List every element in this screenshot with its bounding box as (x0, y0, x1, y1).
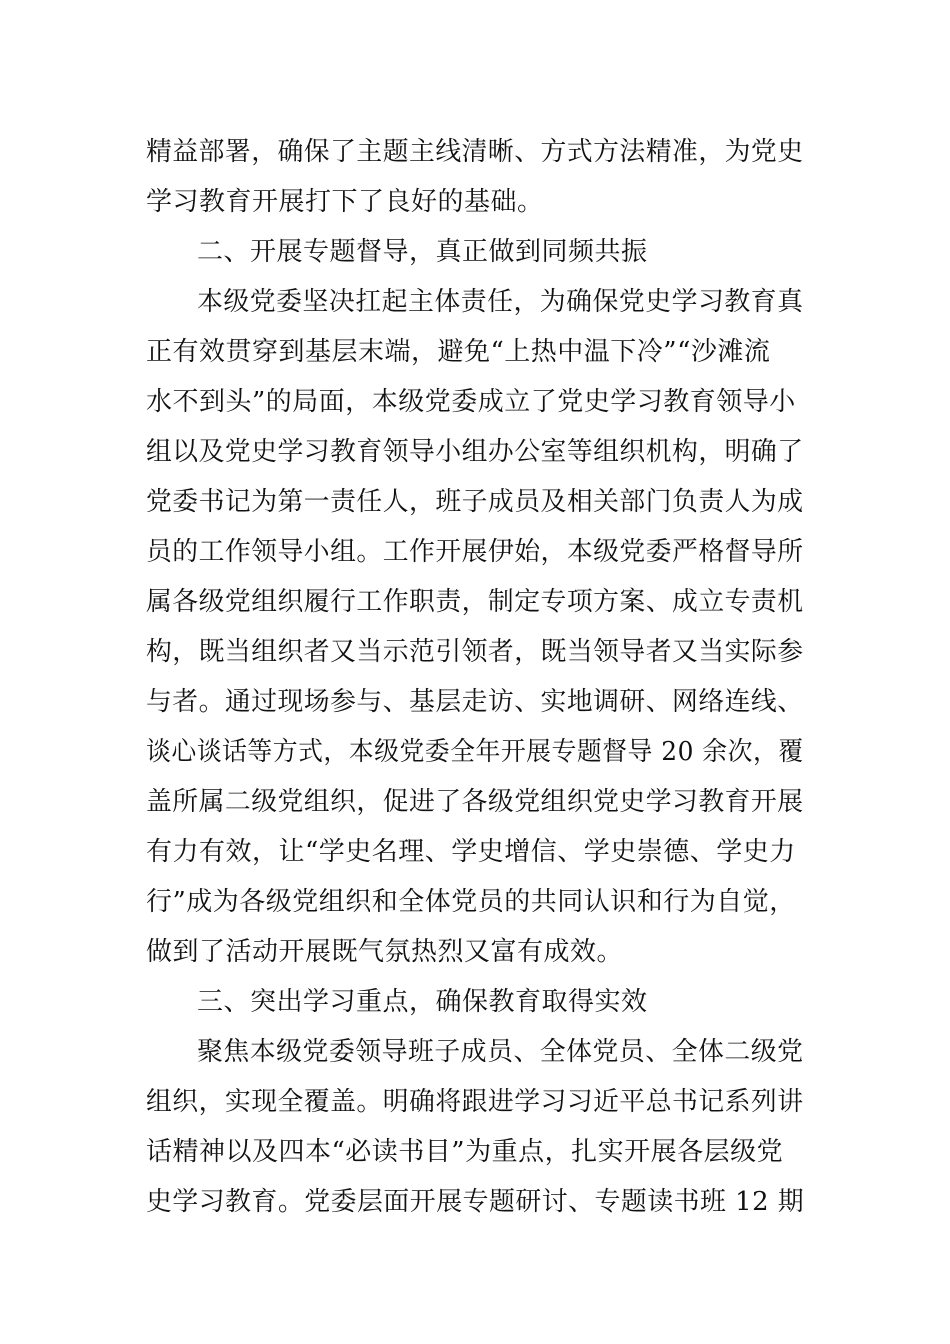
body-line: 盖所属二级党组织，促进了各级党组织党史学习教育开展 (146, 787, 804, 817)
body-line: 有力有效，让“学史名理、学史增信、学史崇德、学史力 (146, 837, 796, 867)
body-line: 正有效贯穿到基层末端，避免“上热中温下冷”“沙滩流 (146, 337, 771, 367)
body-line: 党委书记为第一责任人，班子成员及相关部门负责人为成 (146, 487, 804, 517)
body-line: 组以及党史学习教育领导小组办公室等组织机构，明确了 (146, 437, 804, 467)
body-line: 史学习教育。党委层面开展专题研讨、专题读书班 12 期 (146, 1187, 805, 1217)
body-line: 话精神以及四本“必读书目”为重点，扎实开展各层级党 (146, 1137, 784, 1167)
body-line: 聚焦本级党委领导班子成员、全体党员、全体二级党 (197, 1037, 804, 1067)
section-heading: 二、开展专题督导，真正做到同频共振 (197, 237, 648, 267)
body-line: 与者。通过现场参与、基层走访、实地调研、网络连线、 (146, 687, 804, 717)
section-heading: 三、突出学习重点，确保教育取得实效 (197, 987, 648, 1017)
body-line: 构，既当组织者又当示范引领者，既当领导者又当实际参 (146, 637, 804, 667)
body-line: 行”成为各级党组织和全体党员的共同认识和行为自觉， (146, 887, 796, 917)
body-line: 谈心谈话等方式，本级党委全年开展专题督导 20 余次，覆 (146, 737, 804, 767)
body-line: 员的工作领导小组。工作开展伊始，本级党委严格督导所 (146, 537, 804, 567)
body-line: 做到了活动开展既气氛热烈又富有成效。 (146, 937, 624, 967)
body-line: 组织，实现全覆盖。明确将跟进学习习近平总书记系列讲 (146, 1087, 804, 1117)
body-line: 本级党委坚决扛起主体责任，为确保党史学习教育真 (197, 287, 804, 317)
body-line: 属各级党组织履行工作职责，制定专项方案、成立专责机 (146, 587, 804, 617)
body-line: 学习教育开展打下了良好的基础。 (146, 187, 544, 217)
body-line: 精益部署，确保了主题主线清晰、方式方法精准，为党史 (146, 137, 804, 167)
body-line: 水不到头”的局面，本级党委成立了党史学习教育领导小 (146, 387, 796, 417)
